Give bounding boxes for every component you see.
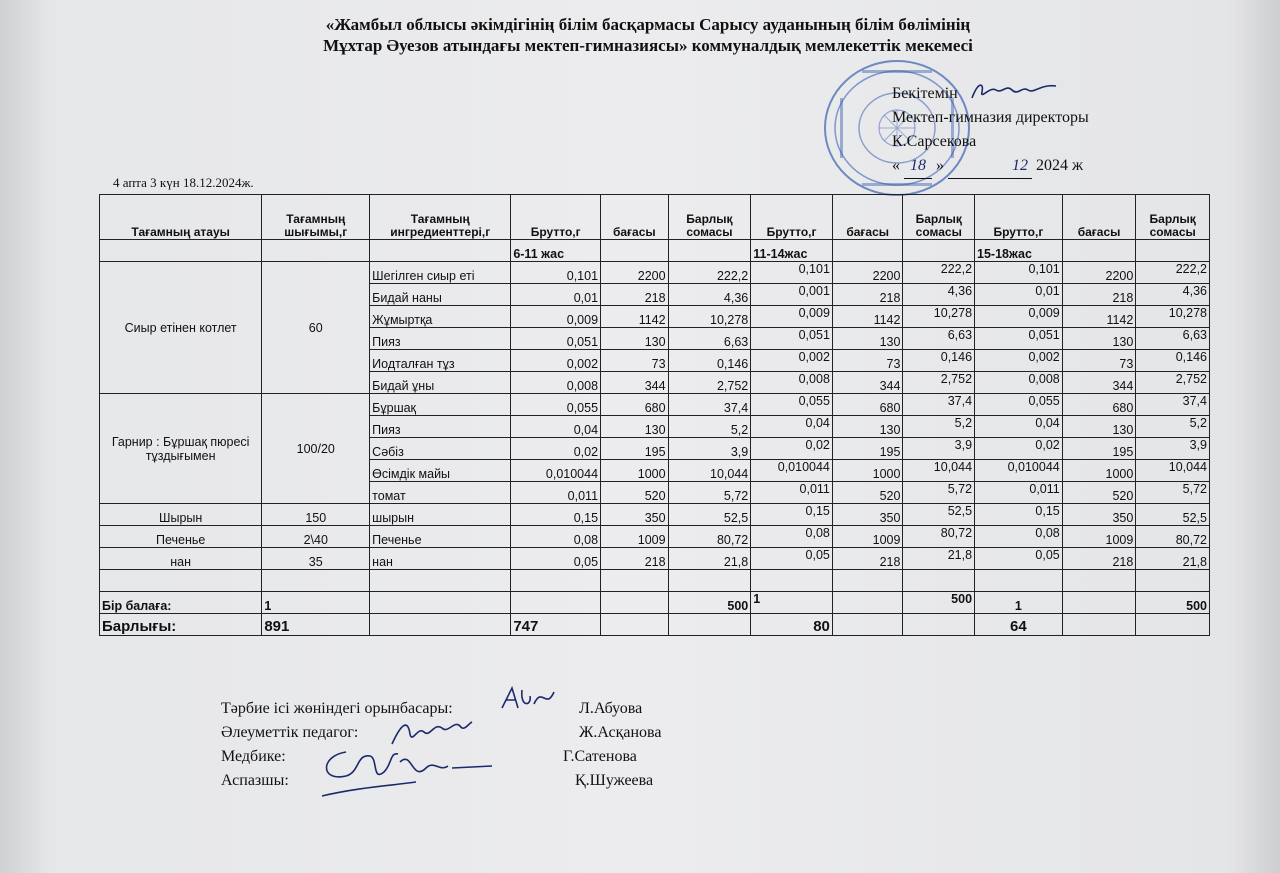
age-group-1: 6-11 жас — [511, 240, 601, 262]
value-cell: 350 — [601, 504, 669, 526]
value-cell: 680 — [601, 394, 669, 416]
table-row — [100, 504, 1210, 526]
value-cell: 0,009 — [975, 306, 1063, 328]
value-cell: 10,044 — [903, 460, 975, 482]
value-cell: 218 — [601, 284, 669, 306]
empty-cell — [668, 614, 751, 636]
value-cell: 37,4 — [903, 394, 975, 416]
date-month: 12 — [948, 154, 1032, 179]
signature-name: Г.Сатенова — [563, 748, 637, 765]
value-cell: 350 — [832, 504, 903, 526]
value-cell: 1142 — [1062, 306, 1136, 328]
value-cell: 222,2 — [1136, 262, 1210, 284]
dish-name-cell: Печенье — [100, 526, 262, 548]
value-cell: 35 — [262, 548, 370, 570]
value-cell: 1000 — [1062, 460, 1136, 482]
value-cell: 0,101 — [975, 262, 1063, 284]
value-cell: нан — [370, 548, 511, 570]
age-group-3: 15-18жас — [975, 240, 1063, 262]
ingredient-cell: Бидай ұны — [370, 372, 511, 394]
value-cell: 680 — [1062, 394, 1136, 416]
signature-name: Л.Абуова — [579, 700, 643, 717]
value-cell: 0,051 — [975, 328, 1063, 350]
col-price-3: бағасы — [1062, 195, 1136, 240]
date-year: 2024 ж — [1036, 157, 1084, 174]
value-cell: 0,011 — [511, 482, 601, 504]
value-cell: шырын — [370, 504, 511, 526]
table-row — [100, 526, 1210, 548]
value-cell: 0,002 — [751, 350, 833, 372]
empty-cell — [903, 570, 975, 592]
value-cell: 2200 — [601, 262, 669, 284]
value-cell: 5,2 — [1136, 416, 1210, 438]
value-cell: 1142 — [832, 306, 903, 328]
value-cell: 6,63 — [668, 328, 751, 350]
value-cell: 80,72 — [668, 526, 751, 548]
table-row — [100, 262, 1210, 284]
value-cell: 10,044 — [1136, 460, 1210, 482]
signature-name: Қ.Шужеева — [575, 772, 654, 789]
empty-cell — [1136, 570, 1210, 592]
col-yield: Тағамның шығымы,г — [262, 195, 370, 240]
value-cell: 4,36 — [668, 284, 751, 306]
value-cell: 0,15 — [511, 504, 601, 526]
ingredient-cell: Сәбіз — [370, 438, 511, 460]
empty-cell — [668, 570, 751, 592]
per-child-brutto-2: 1 — [751, 592, 833, 614]
value-cell: 150 — [262, 504, 370, 526]
value-cell: 0,051 — [751, 328, 833, 350]
value-cell: 0,008 — [975, 372, 1063, 394]
ingredient-cell: Шегілген сиыр еті — [370, 262, 511, 284]
director-name: К.Сарсекова — [892, 133, 977, 150]
col-brutto-3: Брутто,г — [975, 195, 1063, 240]
value-cell: 520 — [832, 482, 903, 504]
value-cell: 218 — [601, 548, 669, 570]
per-child-sum-1: 500 — [668, 592, 751, 614]
value-cell: 130 — [1062, 328, 1136, 350]
value-cell: 222,2 — [903, 262, 975, 284]
empty-cell — [370, 592, 511, 614]
value-cell: 130 — [832, 328, 903, 350]
empty-cell — [832, 592, 903, 614]
signature-nurse-cook-icon — [316, 742, 494, 800]
total-yield: 891 — [262, 614, 370, 636]
col-brutto-1: Брутто,г — [511, 195, 601, 240]
col-dish: Тағамның атауы — [100, 195, 262, 240]
signature-role: Аспазшы: — [221, 772, 289, 789]
value-cell: 0,146 — [1136, 350, 1210, 372]
age-group-row — [100, 240, 1210, 262]
per-child-yield: 1 — [262, 592, 370, 614]
value-cell: 0,010044 — [511, 460, 601, 482]
value-cell: 0,055 — [511, 394, 601, 416]
per-child-brutto-3: 1 — [975, 592, 1063, 614]
col-brutto-2: Брутто,г — [751, 195, 833, 240]
value-cell: 2,752 — [668, 372, 751, 394]
value-cell: 2,752 — [1136, 372, 1210, 394]
empty-row — [100, 570, 1210, 592]
ingredient-cell: томат — [370, 482, 511, 504]
value-cell: 5,2 — [668, 416, 751, 438]
table-row — [100, 548, 1210, 570]
value-cell: 0,02 — [751, 438, 833, 460]
value-cell: 0,002 — [511, 350, 601, 372]
value-cell: 218 — [1062, 548, 1136, 570]
empty-cell — [370, 614, 511, 636]
ingredient-cell: Бұршақ — [370, 394, 511, 416]
value-cell: 130 — [1062, 416, 1136, 438]
signature-role: Медбике: — [221, 748, 286, 765]
value-cell: 0,15 — [975, 504, 1063, 526]
col-sum-2: Барлық сомасы — [903, 195, 975, 240]
value-cell: 344 — [1062, 372, 1136, 394]
value-cell: 0,055 — [751, 394, 833, 416]
value-cell: 1142 — [601, 306, 669, 328]
dish-name-cell: нан — [100, 548, 262, 570]
value-cell: 0,010044 — [751, 460, 833, 482]
value-cell: 10,278 — [668, 306, 751, 328]
value-cell: 5,2 — [903, 416, 975, 438]
value-cell: 0,008 — [511, 372, 601, 394]
value-cell: 0,05 — [511, 548, 601, 570]
ingredient-cell: Бидай наны — [370, 284, 511, 306]
value-cell: 2\40 — [262, 526, 370, 548]
empty-cell — [511, 592, 601, 614]
value-cell: 80,72 — [903, 526, 975, 548]
value-cell: 10,278 — [903, 306, 975, 328]
value-cell: 0,02 — [511, 438, 601, 460]
empty-cell — [832, 614, 903, 636]
value-cell: 0,010044 — [975, 460, 1063, 482]
col-price-1: бағасы — [601, 195, 669, 240]
date-day: 18 — [904, 154, 932, 179]
value-cell: 520 — [1062, 482, 1136, 504]
value-cell: 0,15 — [751, 504, 833, 526]
value-cell: 218 — [832, 284, 903, 306]
value-cell: 1000 — [601, 460, 669, 482]
col-price-2: бағасы — [832, 195, 903, 240]
empty-cell — [262, 570, 370, 592]
value-cell: 0,01 — [511, 284, 601, 306]
value-cell: 0,051 — [511, 328, 601, 350]
value-cell: 6,63 — [903, 328, 975, 350]
director-position: Мектеп-гимназия директоры — [892, 109, 1089, 126]
value-cell: 0,04 — [975, 416, 1063, 438]
value-cell: 0,08 — [511, 526, 601, 548]
value-cell: 0,04 — [511, 416, 601, 438]
value-cell: Печенье — [370, 526, 511, 548]
empty-cell — [1136, 614, 1210, 636]
value-cell: 130 — [601, 328, 669, 350]
dish-name-cell: Шырын — [100, 504, 262, 526]
value-cell: 4,36 — [903, 284, 975, 306]
value-cell: 1000 — [832, 460, 903, 482]
approval-date — [892, 154, 1089, 179]
date-quote-open: « — [892, 157, 900, 174]
signature-abuova-icon — [498, 684, 560, 714]
total-brutto-1: 747 — [511, 614, 601, 636]
value-cell: 195 — [832, 438, 903, 460]
value-cell: 0,008 — [751, 372, 833, 394]
signature-role: Әлеуметтік педагог: — [221, 724, 359, 741]
value-cell: 1009 — [832, 526, 903, 548]
value-cell: 0,101 — [511, 262, 601, 284]
value-cell: 3,9 — [903, 438, 975, 460]
col-sum-1: Барлық сомасы — [668, 195, 751, 240]
value-cell: 2200 — [1062, 262, 1136, 284]
value-cell: 73 — [832, 350, 903, 372]
value-cell: 350 — [1062, 504, 1136, 526]
dish-yield-cell: 100/20 — [262, 394, 370, 504]
per-child-sum-2: 500 — [903, 592, 975, 614]
value-cell: 0,055 — [975, 394, 1063, 416]
date-line: 4 апта 3 күн 18.12.2024ж. — [113, 175, 254, 190]
value-cell: 21,8 — [668, 548, 751, 570]
value-cell: 344 — [832, 372, 903, 394]
value-cell: 6,63 — [1136, 328, 1210, 350]
per-child-row — [100, 592, 1210, 614]
director-signature-icon — [968, 78, 1060, 104]
age-group-2: 11-14жас — [751, 240, 833, 262]
empty-cell — [903, 614, 975, 636]
empty-cell — [601, 614, 669, 636]
total-row — [100, 614, 1210, 636]
empty-cell — [975, 570, 1063, 592]
ingredient-cell: Жұмыртқа — [370, 306, 511, 328]
value-cell: 195 — [601, 438, 669, 460]
empty-cell — [1062, 570, 1136, 592]
value-cell: 4,36 — [1136, 284, 1210, 306]
value-cell: 37,4 — [668, 394, 751, 416]
col-ingredients: Тағамның ингредиенттері,г — [370, 195, 511, 240]
value-cell: 5,72 — [668, 482, 751, 504]
menu-table — [99, 194, 1210, 636]
signature-name: Ж.Асқанова — [579, 724, 662, 741]
value-cell: 52,5 — [668, 504, 751, 526]
value-cell: 3,9 — [668, 438, 751, 460]
empty-cell — [751, 570, 833, 592]
value-cell: 21,8 — [903, 548, 975, 570]
header-row — [100, 195, 1210, 240]
empty-cell — [511, 570, 601, 592]
value-cell: 0,146 — [903, 350, 975, 372]
value-cell: 1009 — [1062, 526, 1136, 548]
header-line-1: «Жамбыл облысы әкімдігінің білім басқармасы Сарысу ауданының білім бөлімінің — [325, 15, 971, 34]
value-cell: 0,001 — [751, 284, 833, 306]
value-cell: 680 — [832, 394, 903, 416]
value-cell: 10,278 — [1136, 306, 1210, 328]
date-quote-close: » — [936, 157, 944, 174]
value-cell: 0,02 — [975, 438, 1063, 460]
table-row — [100, 394, 1210, 416]
dish-name-cell: Сиыр етінен котлет — [100, 262, 262, 394]
value-cell: 0,011 — [751, 482, 833, 504]
value-cell: 0,05 — [975, 548, 1063, 570]
value-cell: 130 — [601, 416, 669, 438]
header-line-2: Мұхтар Әуезов атындағы мектеп-гимназиясы» коммуналдық мемлекеттік мекемесі — [323, 36, 973, 55]
per-child-label: Бір балаға: — [100, 592, 262, 614]
value-cell: 10,044 — [668, 460, 751, 482]
value-cell: 0,01 — [975, 284, 1063, 306]
value-cell: 0,009 — [511, 306, 601, 328]
value-cell: 0,146 — [668, 350, 751, 372]
empty-cell — [100, 570, 262, 592]
value-cell: 520 — [601, 482, 669, 504]
value-cell: 0,05 — [751, 548, 833, 570]
approve-label: Бекітемін — [892, 85, 958, 102]
empty-cell — [370, 570, 511, 592]
signature-role: Тәрбие ісі жөніндегі орынбасары: — [221, 700, 453, 717]
empty-cell — [832, 570, 903, 592]
value-cell: 0,101 — [751, 262, 833, 284]
value-cell: 344 — [601, 372, 669, 394]
value-cell: 195 — [1062, 438, 1136, 460]
value-cell: 73 — [601, 350, 669, 372]
col-sum-3: Барлық сомасы — [1136, 195, 1210, 240]
value-cell: 0,08 — [975, 526, 1063, 548]
value-cell: 2200 — [832, 262, 903, 284]
value-cell: 0,011 — [975, 482, 1063, 504]
total-brutto-2: 80 — [751, 614, 833, 636]
value-cell: 130 — [832, 416, 903, 438]
value-cell: 5,72 — [903, 482, 975, 504]
empty-cell — [1062, 614, 1136, 636]
ingredient-cell: Өсімдік майы — [370, 460, 511, 482]
value-cell: 73 — [1062, 350, 1136, 372]
value-cell: 3,9 — [1136, 438, 1210, 460]
empty-cell — [601, 570, 669, 592]
value-cell: 52,5 — [903, 504, 975, 526]
ingredient-cell: Пияз — [370, 416, 511, 438]
ingredient-cell: Пияз — [370, 328, 511, 350]
value-cell: 5,72 — [1136, 482, 1210, 504]
empty-cell — [601, 592, 669, 614]
value-cell: 218 — [1062, 284, 1136, 306]
value-cell: 0,08 — [751, 526, 833, 548]
value-cell: 0,009 — [751, 306, 833, 328]
value-cell: 222,2 — [668, 262, 751, 284]
dish-yield-cell: 60 — [262, 262, 370, 394]
value-cell: 218 — [832, 548, 903, 570]
total-label: Барлығы: — [100, 614, 262, 636]
value-cell: 0,04 — [751, 416, 833, 438]
per-child-sum-3: 500 — [1136, 592, 1210, 614]
value-cell: 0,002 — [975, 350, 1063, 372]
value-cell: 37,4 — [1136, 394, 1210, 416]
dish-name-cell: Гарнир : Бұршақ пюресі тұздығымен — [100, 394, 262, 504]
value-cell: 2,752 — [903, 372, 975, 394]
empty-cell — [1062, 592, 1136, 614]
value-cell: 21,8 — [1136, 548, 1210, 570]
value-cell: 1009 — [601, 526, 669, 548]
value-cell: 52,5 — [1136, 504, 1210, 526]
ingredient-cell: Иодталған тұз — [370, 350, 511, 372]
value-cell: 80,72 — [1136, 526, 1210, 548]
total-brutto-3: 64 — [975, 614, 1063, 636]
